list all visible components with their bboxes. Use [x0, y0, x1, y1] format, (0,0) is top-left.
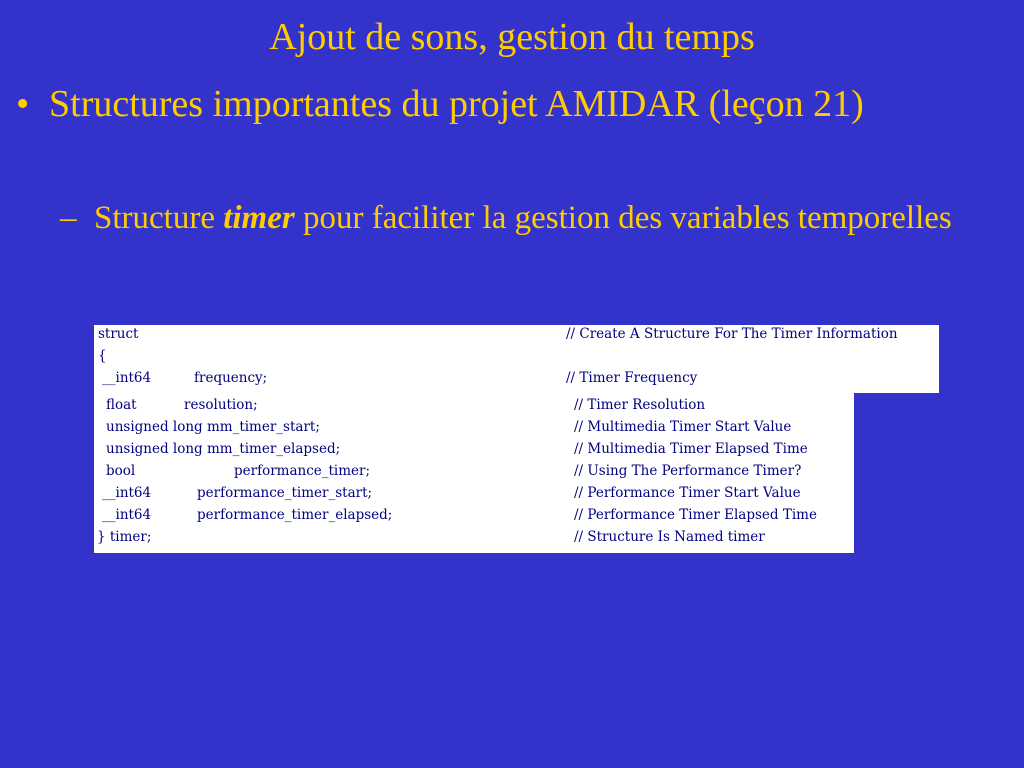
code-text: } timer; [97, 529, 152, 545]
code-text: { [98, 348, 107, 364]
code-comment: // Multimedia Timer Start Value [574, 419, 792, 435]
bullet-text: Structures importantes du projet AMIDAR (leçon 21) [49, 83, 864, 125]
bullet-level-1 [16, 80, 996, 128]
code-comment: // Using The Performance Timer? [574, 463, 802, 479]
sub-bullet-suffix: pour faciliter la gestion des variables temporelles [294, 200, 952, 236]
code-text: bool [106, 463, 136, 479]
code-text: performance_timer_start; [197, 485, 373, 501]
bullet-marker: • [16, 83, 30, 125]
sub-bullet-emphasis: timer [223, 200, 295, 236]
code-text: frequency; [194, 370, 268, 386]
sub-bullet-text [94, 197, 960, 239]
code-comment: // Structure Is Named timer [574, 529, 765, 545]
code-comment: // Create A Structure For The Timer Information [566, 326, 898, 342]
bullet-level-2 [60, 197, 960, 239]
code-text: resolution; [184, 397, 258, 413]
dash-marker: – [60, 200, 77, 236]
code-text: __int64 [102, 507, 152, 523]
code-comment: // Timer Frequency [566, 370, 698, 386]
sub-bullet-prefix: Structure [94, 200, 224, 236]
code-snippet-top [94, 325, 939, 393]
code-comment: // Multimedia Timer Elapsed Time [574, 441, 808, 457]
code-comment: // Performance Timer Elapsed Time [574, 507, 817, 523]
slide-title: Ajout de sons, gestion du temps [269, 16, 755, 58]
code-text: unsigned long mm_timer_elapsed; [106, 441, 341, 457]
code-text: performance_timer_elapsed; [197, 507, 393, 523]
code-comment: // Timer Resolution [574, 397, 706, 413]
code-comment: // Performance Timer Start Value [574, 485, 801, 501]
code-text: struct [98, 326, 139, 342]
code-text: __int64 [102, 370, 152, 386]
code-snippet-bottom [94, 393, 854, 553]
code-text: unsigned long mm_timer_start; [106, 419, 320, 435]
code-text: float [106, 397, 137, 413]
code-text: performance_timer; [234, 463, 371, 479]
code-text: __int64 [102, 485, 152, 501]
